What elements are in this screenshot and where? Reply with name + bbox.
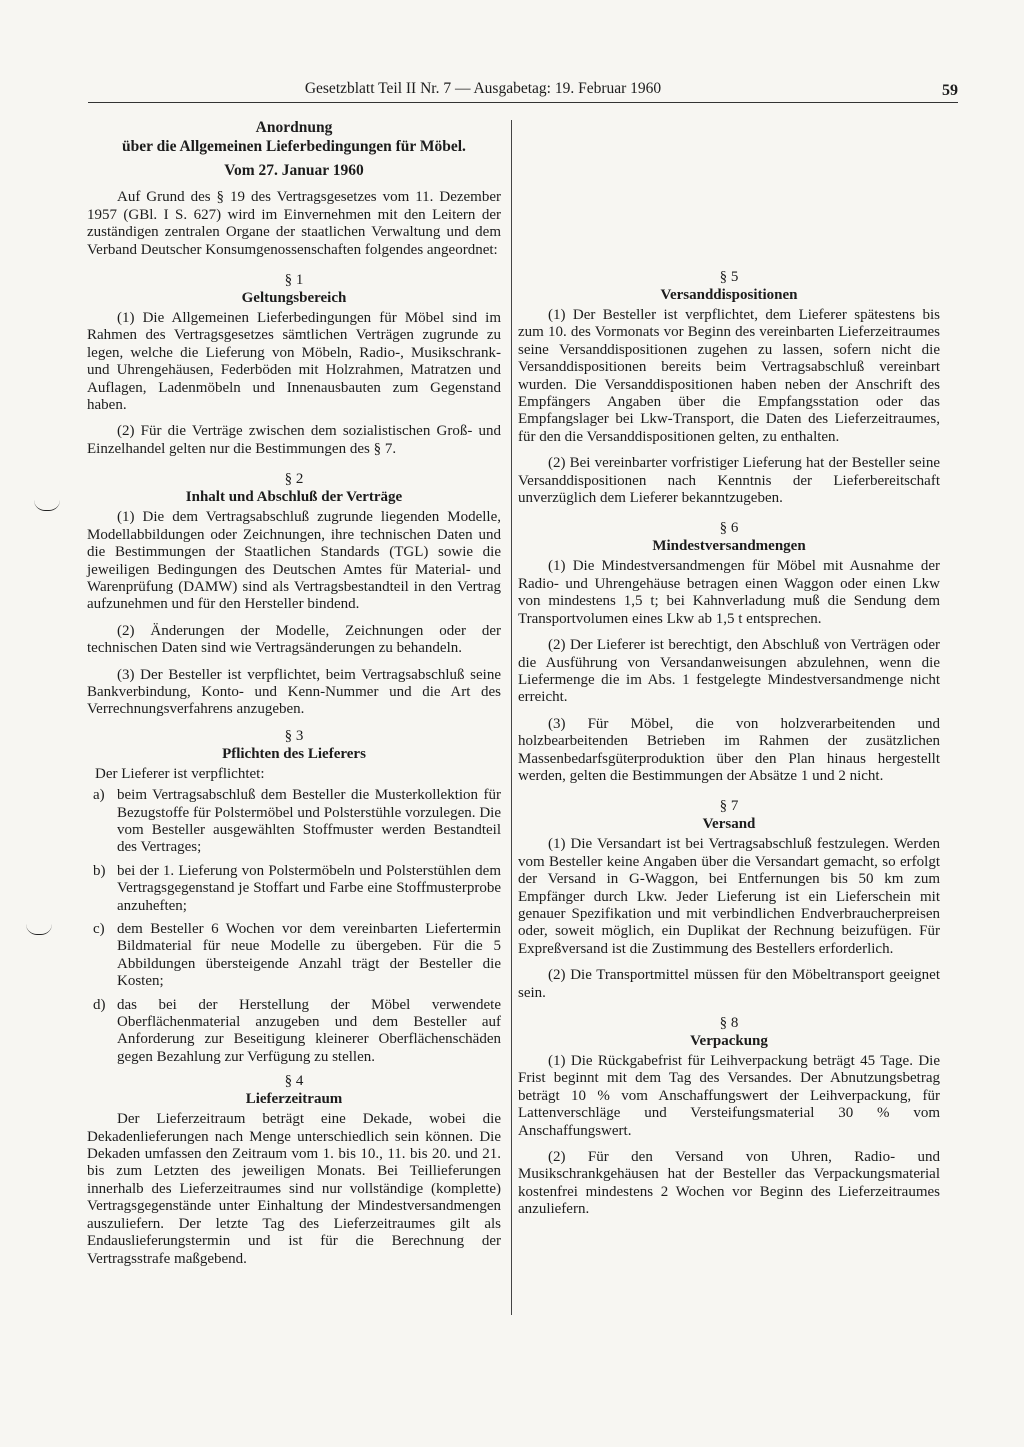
section-5-number: § 5 [719, 269, 739, 285]
section-7-paragraph-2: (2) Die Transportmittel müssen für den Möbeltransport geeignet sein. [518, 967, 940, 1001]
list-item-label: b) [93, 862, 106, 879]
doc-title-line1: Anordnung [255, 119, 333, 136]
preamble: Auf Grund des § 19 des Vertragsgesetzes vom 11. Dezember 1957 (GBl. I S. 627) wird im Einvernehmen mit den Leitern der zuständigen zentralen Organe der staatlichen Verwaltung und dem Verband Deutscher Konsumgenossenschaften folgendes angeordnet: [87, 189, 501, 258]
right-column [518, 118, 940, 1219]
section-2-paragraph-1: (1) Die dem Vertragsabschluß zugrunde liegenden Modelle, Modellabbildungen oder Zeichnungen, ihre technischen Daten und die Bestimmungen der Staatlichen Standards (TGL) sowie die jeweiligen Bedingungen des Deutschen Amtes für Material- und Warenprüfung (DAMW) sind als Vertragsbestandteil in den Vertrag aufzunehmen und für den Hersteller bindend. [87, 509, 501, 613]
page-number: 59 [942, 82, 958, 99]
running-title: Gesetzblatt Teil II Nr. 7 — Ausgabetag: 19. Februar 1960 [304, 80, 662, 97]
section-6-paragraph-1: (1) Die Mindestversandmengen für Möbel mit Ausnahme der Radio- und Uhrengehäuse betragen einen Waggon oder einen Lkw von mindestens 1,5 t; bei Kahnverladung muß die Sendung dem Transportvolumen eines Lkw ab 1,5 t entsprechen. [518, 558, 940, 627]
margin-pencil-mark [34, 500, 60, 511]
list-item-label: c) [93, 921, 105, 937]
header-rule [88, 102, 958, 103]
margin-pencil-mark [26, 924, 52, 935]
page-header [88, 80, 958, 102]
section-8-heading: Verpackung [690, 1033, 768, 1049]
section-3-number: § 3 [284, 727, 304, 744]
section-8-paragraph-2: (2) Für den Versand von Uhren, Radio- und Musikschrankgehäusen hat der Besteller das Verpackungsmaterial kostenfrei mindestens 2 Wochen vor Beginn des Lieferzeitraumes anzuliefern. [518, 1149, 940, 1218]
section-2-number: § 2 [284, 471, 304, 488]
section-6-paragraph-3: (3) Für Möbel, die von holzverarbeitenden und holzbearbeitenden Betrieben im Rahmen der zusätzlichen Massenbedarfsgüterproduktion über den Plan hinaus hergestellt werden, gelten die Bestimmungen der Absätze 1 und 2 nicht. [518, 715, 940, 784]
section-5-paragraph-1: (1) Der Besteller ist verpflichtet, dem Lieferer spätestens bis zum 10. des Vormonats vor Beginn des vereinbarten Lieferzeitraumes seine Versanddispositionen zugehen zu lassen, sofern nicht die Versanddispositionen bereits beim Vertragsabschluß vereinbart wurden. Die Versanddispositionen haben neben der Anschrift des Empfängers Angaben über die Empfangsstation oder das Empfangslager bei Lkw-Transport, die Daten des Lieferzeitraumes, für den die Versanddispositionen gelten, zu enthalten. [518, 307, 940, 445]
section-2-paragraph-2: (2) Änderungen der Modelle, Zeichnungen oder der technischen Daten sind wie Vertragsänderungen zu behandeln. [87, 622, 501, 657]
section-6-paragraph-2: (2) Der Lieferer ist berechtigt, den Abschluß von Verträgen oder die Ausführung von Versandanweisungen abzulehnen, wenn die Liefermenge die im Abs. 1 festgelegte Mindestversandmenge nicht erreicht. [518, 637, 940, 706]
section-4-paragraph: Der Lieferzeitraum beträgt eine Dekade, wobei die Dekadenlieferungen nach Menge unterschiedlich sein können. Die Dekaden umfassen den Zeitraum vom 1. bis 10., 11. bis 20. und 21. bis zum Letzten des jeweiligen Monats. Bei Teillieferungen innerhalb des Lieferzeitraumes sind nur vollständige (komplette) Vertragsgegenstände unter Einhaltung der Mindestversandmengen auszuliefern. Der letzte Tag des Lieferzeitraumes gilt als Endauslieferungstermin und ist für die Berechnung der Vertragsstrafe maßgebend. [87, 1111, 501, 1267]
doc-date: Vom 27. Januar 1960 [224, 162, 364, 179]
section-4-number: § 4 [284, 1073, 304, 1090]
section-7-number: § 7 [719, 798, 739, 815]
section-5-heading: Versanddispositionen [660, 287, 798, 303]
section-1-heading: Geltungsbereich [241, 290, 347, 307]
section-6-number: § 6 [719, 520, 739, 537]
list-item-text: dem Besteller 6 Wochen vor dem vereinbarten Liefertermin Bildmaterial für neue Modelle zu übergeben. Für die 5 Abbildungen übersteigende Anzahl trägt der Besteller die Kosten; [117, 921, 501, 990]
list-item-text: das bei der Herstellung der Möbel verwendete Oberflächenmaterial anzugeben und dem Besteller auf Anforderung zur Beseitigung kleinerer Oberflächenschäden gegen Bezahlung zur Verfügung zu stellen. [117, 996, 501, 1065]
list-item-label: a) [93, 787, 105, 804]
section-1-paragraph-2: (2) Für die Verträge zwischen dem sozialistischen Groß- und Einzelhandel gelten nur die Bestimmungen des § 7. [87, 423, 501, 457]
section-8-paragraph-1: (1) Die Rückgabefrist für Leihverpackung beträgt 45 Tage. Die Frist beginnt mit dem Tag des Versandes. Der Abnutzungsbetrag beträgt 10 % vom Anschaffungswert der Leihverpackung, für Lattenverschläge und Versteifungsmaterial 30 % vom Anschaffungswert. [518, 1053, 940, 1139]
list-item-text: beim Vertragsabschluß dem Besteller die Musterkollektion für Bezugstoffe für Polstermöbel und Polsterstühle vorzulegen. Die vom Besteller ausgewählten Stoffmuster werden Bestandteil des Vertrages; [117, 787, 501, 856]
section-5-paragraph-2: (2) Bei vereinbarter vorfristiger Lieferung hat der Besteller seine Versanddispositionen nach Kenntnis der Lieferbereitschaft unverzüglich dem Lieferer bekanntzugeben. [518, 455, 940, 507]
doc-title-line2: über die Allgemeinen Lieferbedingungen für Möbel. [122, 138, 466, 155]
list-item [87, 997, 501, 1067]
section-2-heading: Inhalt und Abschluß der Verträge [185, 489, 403, 506]
list-item [87, 787, 501, 857]
list-item-label: d) [93, 996, 106, 1013]
section-3-heading: Pflichten des Lieferers [222, 745, 366, 762]
section-4-heading: Lieferzeitraum [245, 1091, 343, 1108]
list-item [87, 921, 501, 991]
section-6-heading: Mindestversandmengen [652, 538, 806, 555]
column-divider [511, 120, 512, 1315]
section-1-number: § 1 [284, 272, 304, 289]
section-7-paragraph-1: (1) Die Versandart ist bei Vertragsabschluß festzulegen. Werden vom Besteller keine Angaben über die Versandart gemacht, so erfolgt der Versand in G-Waggon, bei Entfernungen bis 50 km zum Empfänger durch Lkw. Jeder Lieferung ist ein Lieferschein mit genauer Spezifikation und mit verbindlichen Endverbraucherpreisen oder, soweit möglich, ein Duplikat der Rechnung beizufügen. Für Expreßversand ist die Zustimmung des Bestellers erforderlich. [518, 836, 940, 957]
section-8-number: § 8 [719, 1015, 739, 1031]
section-1-paragraph-1: (1) Die Allgemeinen Lieferbedingungen für Möbel sind im Rahmen des Vertragsgesetzes sämtlichen Verträgen zugrunde zu legen, welche die Lieferung von Möbeln, Radio-, Musikschrank- und Uhrengehäusen, Federböden mit Holzrahmen, Matratzen und Auflagen, Ladenmöbeln und Innenausbauten zum Gegenstand haben. [87, 310, 501, 414]
section-3-intro: Der Lieferer ist verpflichtet: [95, 765, 265, 782]
list-item [87, 863, 501, 915]
list-item-text: bei der 1. Lieferung von Polstermöbeln und Polsterstühlen dem Vertragsgegenstand je Stoffart und Farbe eine Stoffmusterprobe anzuheften; [117, 862, 501, 914]
left-column [87, 118, 501, 1268]
section-7-heading: Versand [702, 816, 756, 833]
section-2-paragraph-3: (3) Der Besteller ist verpflichtet, beim Vertragsabschluß seine Bankverbindung, Konto- und Kenn-Nummer und die Art des Verrechnungsverfahrens anzugeben. [87, 666, 501, 718]
